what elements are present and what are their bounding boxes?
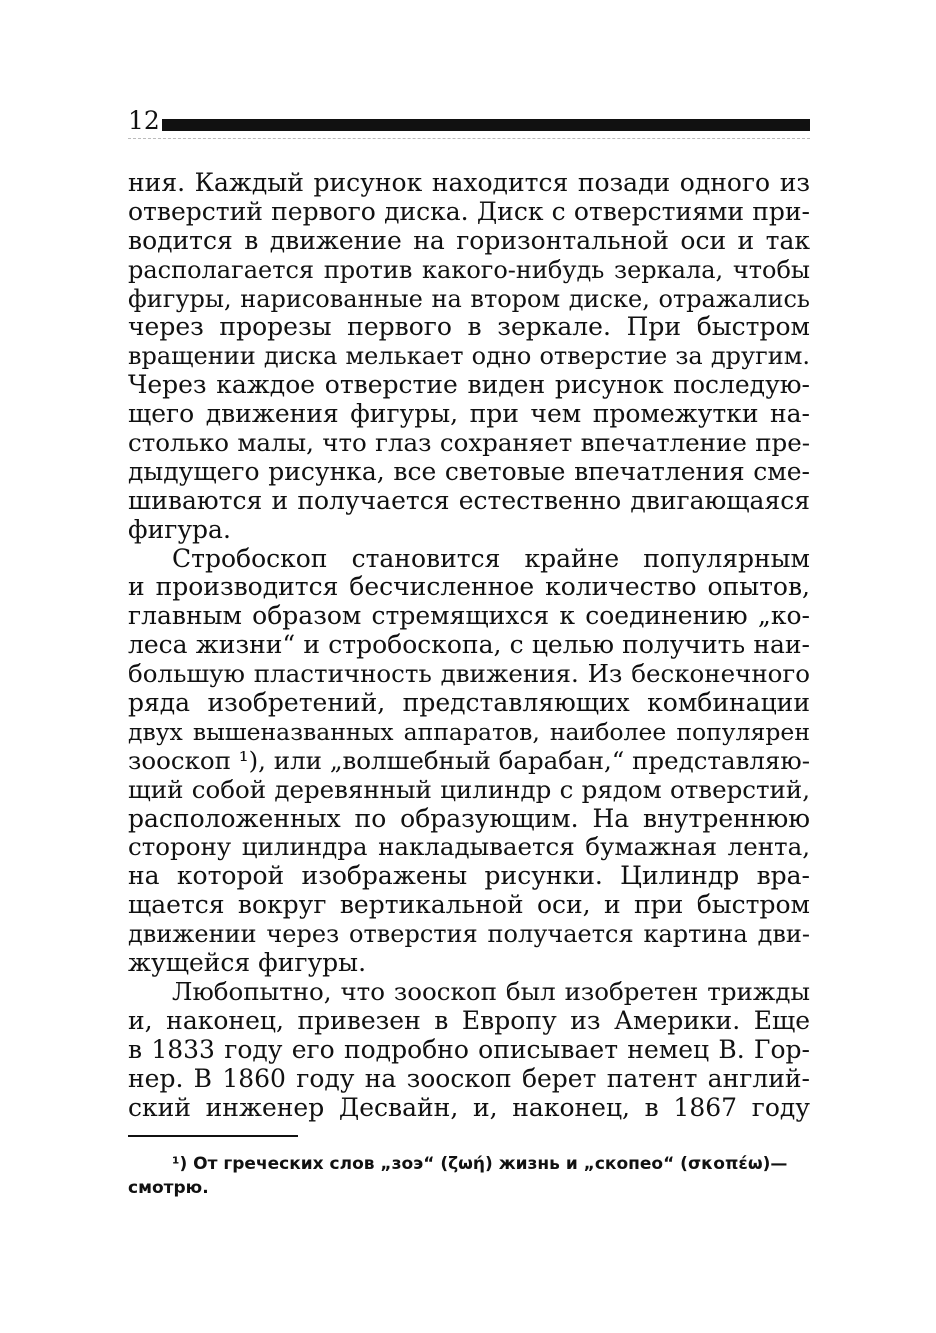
text-line: нер. В 1860 году на зооскоп берет патент англий- — [128, 1063, 810, 1093]
footnote — [128, 1152, 810, 1200]
text-line: водится в движение на горизонтальной оси и так — [128, 225, 810, 255]
text-line: леса жизни“ и стробоскопа, с целью получить наи- — [128, 630, 810, 660]
text-line: сторону цилиндра накладывается бумажная лента, — [128, 832, 810, 862]
text-line: Любопытно, что зооскоп был изобретен трижды — [172, 976, 810, 1006]
text-line: отверстий первого диска. Диск с отверстиями при- — [128, 196, 810, 226]
page-header — [128, 104, 810, 140]
text-line: и, наконец, привезен в Европу из Америки. Еще — [128, 1005, 810, 1035]
text-line: на которой изображены рисунки. Цилиндр вра- — [128, 861, 810, 891]
text-line: движении через отверстия получается картина дви- — [128, 920, 810, 949]
footnote-line: ¹) От греческих слов „зоэ“ (ζωή) жизнь и „скопео“ (σκοπέω)— — [172, 1154, 788, 1174]
text-line: ния. Каждый рисунок находится позади одного из — [128, 168, 810, 197]
text-line: фигуры, нарисованные на втором диске, отражались — [128, 284, 810, 313]
header-rule — [162, 119, 810, 131]
text-line: ряда изобретений, представляющих комбинации — [128, 688, 810, 718]
text-line: зооскоп ¹), или „волшебный барабан,“ представляю- — [128, 745, 810, 775]
text-line: через прорезы первого в зеркале. При быстром — [128, 312, 810, 342]
footnote-line: смотрю. — [128, 1178, 209, 1198]
text-line: расположенных по образующим. На внутреннюю — [128, 803, 810, 833]
text-line: щий собой деревянный цилиндр с рядом отверстий, — [128, 774, 810, 804]
text-line: располагается против какого-нибудь зеркала, чтобы — [128, 255, 810, 284]
text-line: двух вышеназванных аппаратов, наиболее популярен — [128, 717, 810, 746]
body-text — [128, 169, 810, 1122]
text-line: в 1833 году его подробно описывает немец В. Гор- — [128, 1034, 810, 1064]
text-line: Стробоскоп становится крайне популярным — [172, 543, 810, 573]
text-line: щего движения фигуры, при чем промежутки на- — [128, 399, 810, 429]
text-line: дыдущего рисунка, все световые впечатления сме- — [128, 456, 810, 486]
text-line: фигура. — [128, 514, 231, 544]
text-line: шиваются и получается естественно двигающаяся — [128, 485, 810, 515]
text-line: ский инженер Десвайн, и, наконец, в 1867 году — [128, 1092, 810, 1122]
footnote-rule — [128, 1135, 298, 1137]
text-line: жущейся фигуры. — [128, 948, 367, 978]
header-thin-rule — [128, 138, 810, 139]
text-line: вращении диска мелькает одно отверстие за другим. — [128, 342, 810, 371]
text-line: и производится бесчисленное количество опытов, — [128, 572, 810, 602]
text-line: щается вокруг вертикальной оси, и при быстром — [128, 890, 810, 920]
text-line: главным образом стремящихся к соединению „ко- — [128, 601, 810, 631]
text-line: столько малы, что глаз сохраняет впечатление пре- — [128, 428, 810, 458]
text-line: Через каждое отверстие виден рисунок последую- — [128, 370, 810, 400]
page-number: 12 — [128, 106, 160, 135]
text-line: большую пластичность движения. Из бесконечного — [128, 659, 810, 689]
